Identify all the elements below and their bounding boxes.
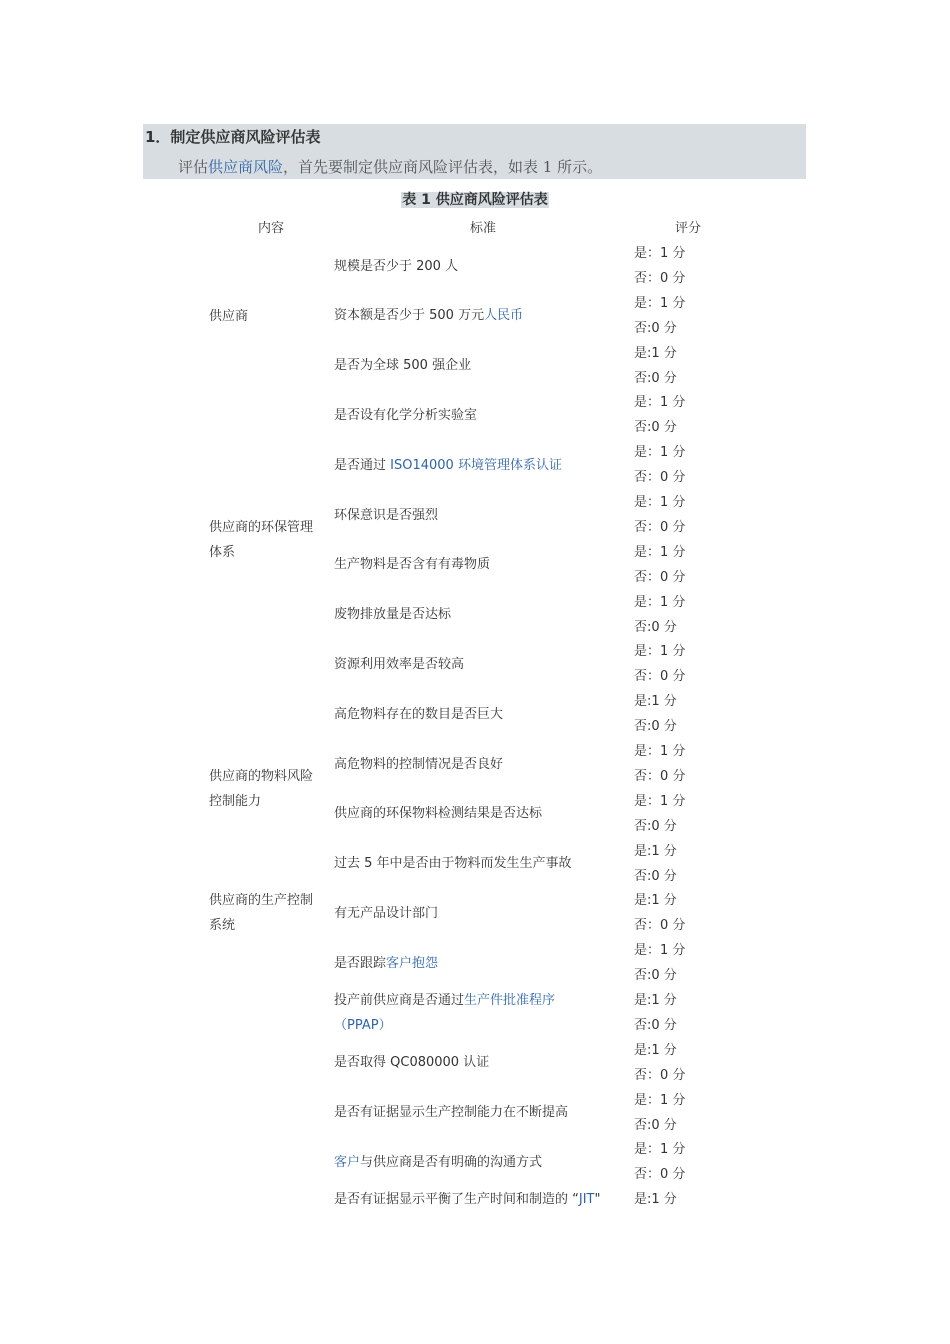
header-standard: 标准 xyxy=(470,221,497,236)
criterion-text: 是否取得 QC080000 认证 xyxy=(334,1055,490,1071)
criterion-text: 环保意识是否强烈 xyxy=(334,507,439,523)
group-label-material-risk: 供应商的物料风险 控制能力 xyxy=(209,769,314,809)
score-cell xyxy=(634,1137,685,1187)
score-yes: 是：1 分 xyxy=(634,445,686,461)
criterion-text: 高危物料存在的数目是否巨大 xyxy=(334,706,504,722)
score-yes: 是：1 分 xyxy=(634,246,686,261)
score-no: 否：0 分 xyxy=(634,470,686,486)
score-no: 否:0 分 xyxy=(634,968,677,984)
score-cell xyxy=(634,440,685,490)
score-cell xyxy=(634,689,677,739)
score-no: 否：0 分 xyxy=(634,769,686,784)
score-no: 否:0 分 xyxy=(634,1018,677,1033)
score-yes: 是:1 分 xyxy=(634,694,677,710)
score-yes: 是：1 分 xyxy=(634,943,686,959)
score-cell xyxy=(634,789,685,839)
score-cell xyxy=(634,540,685,590)
score-yes: 是：1 分 xyxy=(634,1142,686,1158)
score-no: 否：0 分 xyxy=(634,569,686,585)
score-yes: 是:1 分 xyxy=(634,1042,677,1058)
score-no: 否:0 分 xyxy=(634,420,677,436)
criterion-text: 规模是否少于 200 人 xyxy=(334,258,459,274)
criterion-text: 高危物料的控制情况是否良好 xyxy=(334,756,504,772)
criterion-text: 生产物料是否含有有毒物质 xyxy=(334,557,491,573)
criterion-text: 是否为全球 500 强企业 xyxy=(334,358,472,374)
score-cell xyxy=(634,341,677,391)
score-cell xyxy=(634,1088,685,1138)
score-cell xyxy=(634,839,677,889)
term-link[interactable]: ISO14000 环境管理体系认证 xyxy=(390,457,562,473)
group-label-environmental: 供应商的环保管理 体系 xyxy=(209,520,314,560)
score-no: 否：0 分 xyxy=(634,918,686,934)
score-yes: 是:1 分 xyxy=(634,893,677,909)
term-link[interactable]: 客户 xyxy=(334,1154,361,1170)
score-no: 否:0 分 xyxy=(634,619,677,635)
score-yes: 是：1 分 xyxy=(634,594,686,610)
section-heading: 1．制定供应商风险评估表 xyxy=(145,128,321,146)
criterion-text: 有无产品设计部门 xyxy=(334,905,439,921)
score-no: 否：0 分 xyxy=(634,1167,686,1183)
score-cell xyxy=(634,590,685,640)
score-yes: 是:1 分 xyxy=(634,1192,677,1208)
score-no: 否:0 分 xyxy=(634,868,677,884)
criterion-text: 投产前供应商是否通过生产件批准程序 （PPAP） xyxy=(334,988,634,1038)
score-cell xyxy=(634,938,685,988)
criterion-text: 是否通过 ISO14000 环境管理体系认证 xyxy=(334,457,562,473)
score-cell xyxy=(634,291,685,341)
criterion-text: 是否跟踪客户抱怨 xyxy=(334,955,439,971)
group-label-production-control: 供应商的生产控制 系统 xyxy=(209,893,314,933)
score-no: 否：0 分 xyxy=(634,271,686,286)
intro-paragraph: 评估供应商风险，首先要制定供应商风险评估表，如表 1 所示。 xyxy=(178,158,603,176)
criterion-text: 供应商的环保物料检测结果是否达标 xyxy=(334,806,543,822)
criterion-text: 是否有证据显示生产控制能力在不断提高 xyxy=(334,1105,569,1121)
score-yes: 是：1 分 xyxy=(634,544,686,560)
criterion-text: 过去 5 年中是否由于物料而发生生产事故 xyxy=(334,856,572,872)
score-cell xyxy=(634,888,685,938)
score-no: 否：0 分 xyxy=(634,669,686,685)
score-cell xyxy=(634,988,677,1038)
supplier-risk-link[interactable]: 供应商风险 xyxy=(208,158,284,176)
score-yes: 是:1 分 xyxy=(634,843,677,859)
score-no: 否：0 分 xyxy=(634,520,686,535)
score-cell xyxy=(634,739,685,789)
term-link[interactable]: JIT xyxy=(578,1192,595,1208)
score-yes: 是：1 分 xyxy=(634,1092,686,1108)
score-yes: 是:1 分 xyxy=(634,345,677,361)
criterion-text: 是否有证据显示平衡了生产时间和制造的 “JIT" xyxy=(334,1192,601,1208)
group-label-supplier: 供应商 xyxy=(209,309,249,324)
score-cell xyxy=(634,241,685,291)
score-yes: 是:1 分 xyxy=(634,993,677,1008)
score-yes: 是：1 分 xyxy=(634,644,686,660)
score-cell xyxy=(634,1187,677,1212)
criterion-text: 资本额是否少于 500 万元人民币 xyxy=(334,308,524,324)
score-yes: 是：1 分 xyxy=(634,793,686,809)
header-score: 评分 xyxy=(675,221,702,236)
score-yes: 是：1 分 xyxy=(634,395,686,411)
score-no: 否:0 分 xyxy=(634,320,677,336)
score-cell xyxy=(634,1038,685,1088)
score-no: 否:0 分 xyxy=(634,818,677,834)
criterion-text: 是否设有化学分析实验室 xyxy=(334,407,478,423)
score-no: 否:0 分 xyxy=(634,1117,677,1133)
score-yes: 是：1 分 xyxy=(634,495,686,510)
header-content: 内容 xyxy=(258,221,285,236)
score-yes: 是：1 分 xyxy=(634,744,686,759)
score-cell xyxy=(634,490,685,540)
score-cell xyxy=(634,639,685,689)
table-caption: 表 1 供应商风险评估表 xyxy=(402,192,548,208)
criterion-text: 资源利用效率是否较高 xyxy=(334,656,465,672)
criterion-text: 废物排放量是否达标 xyxy=(334,607,452,623)
score-no: 否：0 分 xyxy=(634,1067,686,1083)
score-yes: 是：1 分 xyxy=(634,295,686,311)
criterion-text: 客户与供应商是否有明确的沟通方式 xyxy=(334,1154,543,1170)
score-cell xyxy=(634,390,685,440)
term-link[interactable]: 生产件批准程序 xyxy=(464,993,556,1008)
term-link[interactable]: 人民币 xyxy=(484,308,524,324)
term-link[interactable]: 客户抱怨 xyxy=(386,955,439,971)
score-no: 否:0 分 xyxy=(634,370,677,386)
score-no: 否:0 分 xyxy=(634,719,677,735)
term-link[interactable]: （PPAP） xyxy=(334,1018,392,1033)
